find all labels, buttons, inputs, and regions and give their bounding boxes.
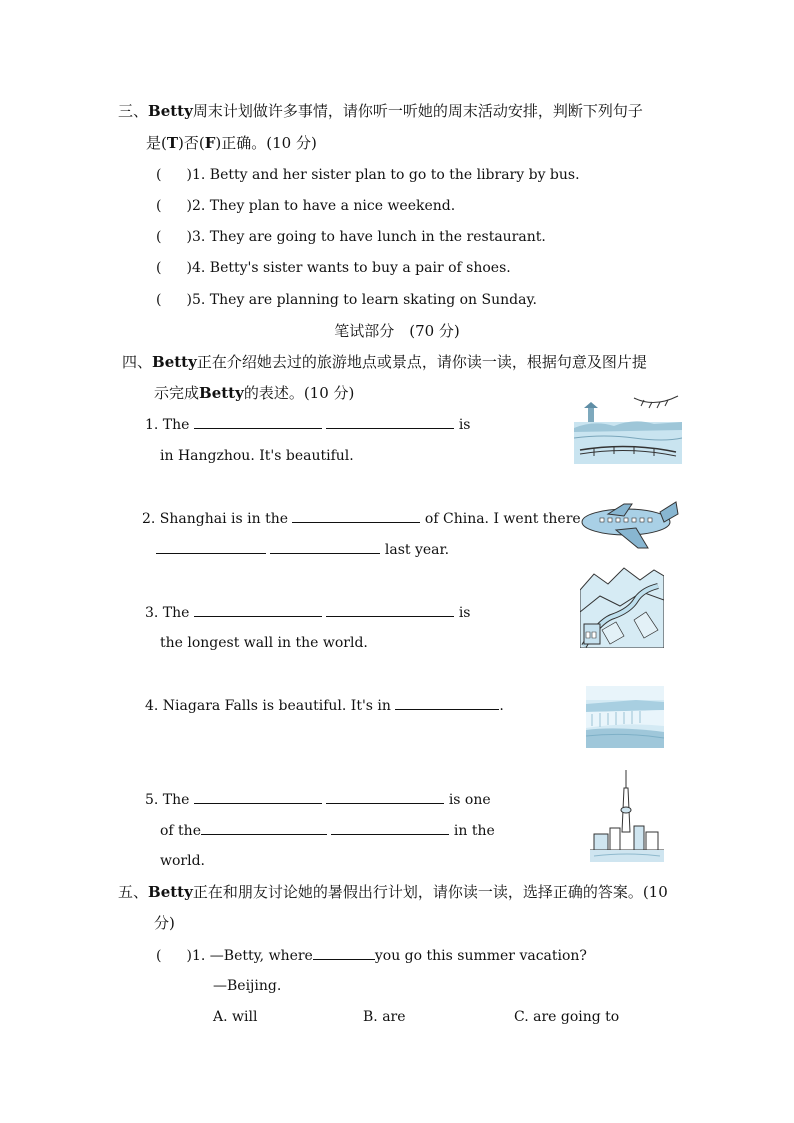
section3-name: Betty	[148, 102, 193, 120]
section4-name: Betty	[152, 353, 197, 371]
section3-item-1	[156, 165, 580, 185]
section3-item-3	[156, 227, 546, 247]
section5-q1-blank[interactable]	[313, 945, 375, 960]
paren-close: )	[186, 260, 192, 276]
paren-open: (	[156, 167, 162, 183]
paren-open: (	[156, 229, 162, 245]
section3-score: )正确。(10 分)	[215, 134, 317, 152]
section3-heading-line1	[118, 101, 643, 121]
paren-open: (	[156, 948, 162, 964]
section5-q1	[156, 945, 587, 966]
section3-true-letter: T	[166, 134, 179, 152]
q5-line1	[145, 789, 491, 810]
q5-prefix: 5. The	[145, 792, 190, 808]
section3-item-4	[156, 258, 511, 278]
section4-heading-line1	[122, 352, 647, 372]
q2-prefix: 2. Shanghai is in the	[142, 511, 289, 527]
section5-heading-line2: 分)	[154, 914, 175, 932]
q1-blank-1[interactable]	[194, 414, 322, 429]
item-text: 4. Betty's sister wants to buy a pair of shoes.	[192, 260, 511, 276]
q4-blank-1[interactable]	[395, 695, 499, 710]
paren-close: )	[186, 198, 192, 214]
q1-suffix: is	[458, 417, 471, 433]
q1-line2: in Hangzhou. It's beautiful.	[160, 448, 354, 464]
section5-name: Betty	[148, 883, 193, 901]
q5-blank-4[interactable]	[331, 820, 449, 835]
q3-prefix: 3. The	[145, 605, 190, 621]
paren-close: )	[186, 948, 192, 964]
section3-item-2	[156, 196, 455, 216]
answer-paren-5[interactable]	[156, 290, 192, 310]
q5-in-the: in the	[453, 823, 495, 839]
q3-suffix: is	[458, 605, 471, 621]
q4-line1	[145, 695, 504, 716]
section5-q1-option-c[interactable]: C. are going to	[514, 1009, 620, 1025]
section3-instruction: 周末计划做许多事情，请你听一听她的周末活动安排，判断下列句子	[192, 102, 643, 120]
section5-instruction: 正在和朋友讨论她的暑假出行计划，请你读一读，选择正确的答案。(10	[192, 883, 668, 901]
section5-q1-suffix: you go this summer vacation?	[374, 948, 587, 964]
section4-number: 四、	[122, 353, 153, 371]
section5-number: 五、	[118, 883, 149, 901]
q1-blank-2[interactable]	[326, 414, 454, 429]
paren-open: (	[156, 198, 162, 214]
section5-q1-option-a[interactable]: A. will	[213, 1009, 258, 1025]
q2-line1	[142, 508, 581, 529]
answer-paren-2[interactable]	[156, 196, 192, 216]
q5-line3: world.	[160, 853, 205, 869]
item-text: 1. Betty and her sister plan to go to the library by bus.	[192, 167, 580, 183]
q1-prefix: 1. The	[145, 417, 190, 433]
section3-tf-prefix: 是(	[146, 134, 167, 152]
paren-close: )	[186, 229, 192, 245]
q5-of-the: of the	[160, 823, 201, 839]
q5-blank-2[interactable]	[326, 789, 444, 804]
q3-line1	[145, 602, 470, 623]
q2-blank-1[interactable]	[292, 508, 420, 523]
q3-blank-2[interactable]	[326, 602, 454, 617]
q5-line2	[160, 820, 495, 841]
airplane-illustration	[580, 500, 682, 552]
section3-heading-line2	[146, 133, 317, 153]
item-text: 3. They are going to have lunch in the restaurant.	[192, 229, 546, 245]
paren-open: (	[156, 260, 162, 276]
section5-q1-option-b[interactable]: B. are	[363, 1009, 406, 1025]
section4-score: 的表述。(10 分)	[243, 384, 355, 402]
written-section-title: 笔试部分 (70 分)	[334, 322, 460, 340]
q1-line1	[145, 414, 470, 435]
niagara-falls-illustration	[586, 686, 664, 748]
section5-heading-line1	[118, 882, 668, 902]
section5-q1-prefix: 1. —Betty, where	[192, 948, 313, 964]
section4-name2: Betty	[199, 384, 244, 402]
q5-blank-1[interactable]	[194, 789, 322, 804]
answer-paren-1[interactable]	[156, 165, 192, 185]
west-lake-illustration	[574, 394, 682, 464]
section3-number: 三、	[118, 102, 149, 120]
section3-false-letter: F	[204, 134, 216, 152]
q2-line2	[156, 539, 449, 560]
answer-paren-3[interactable]	[156, 227, 192, 247]
section4-heading-line2	[154, 383, 354, 403]
q5-blank-3[interactable]	[201, 820, 327, 835]
q2-blank-2[interactable]	[156, 539, 266, 554]
q2-middle: of China. I went there	[424, 511, 581, 527]
q3-line2: the longest wall in the world.	[160, 635, 368, 651]
q2-suffix: last year.	[384, 542, 450, 558]
section3-item-5	[156, 290, 537, 310]
answer-paren-4[interactable]	[156, 258, 192, 278]
paren-open: (	[156, 292, 162, 308]
great-wall-illustration	[580, 560, 664, 648]
section5-q1-answer: —Beijing.	[213, 978, 282, 994]
section4-instruction: 正在介绍她去过的旅游地点或景点，请你读一读，根据句意及图片提	[196, 353, 647, 371]
paren-close: )	[186, 167, 192, 183]
q2-blank-3[interactable]	[270, 539, 380, 554]
item-text: 2. They plan to have a nice weekend.	[192, 198, 456, 214]
section3-tf-middle: )否(	[178, 134, 205, 152]
q3-blank-1[interactable]	[194, 602, 322, 617]
q5-middle: is one	[448, 792, 491, 808]
section5-answer-paren-1[interactable]	[156, 946, 192, 966]
q4-suffix: .	[499, 698, 504, 714]
section4-line2-prefix: 示完成	[154, 384, 200, 402]
cn-tower-illustration	[590, 768, 664, 862]
q4-prefix: 4. Niagara Falls is beautiful. It's in	[145, 698, 391, 714]
paren-close: )	[186, 292, 192, 308]
item-text: 5. They are planning to learn skating on Sunday.	[192, 292, 537, 308]
